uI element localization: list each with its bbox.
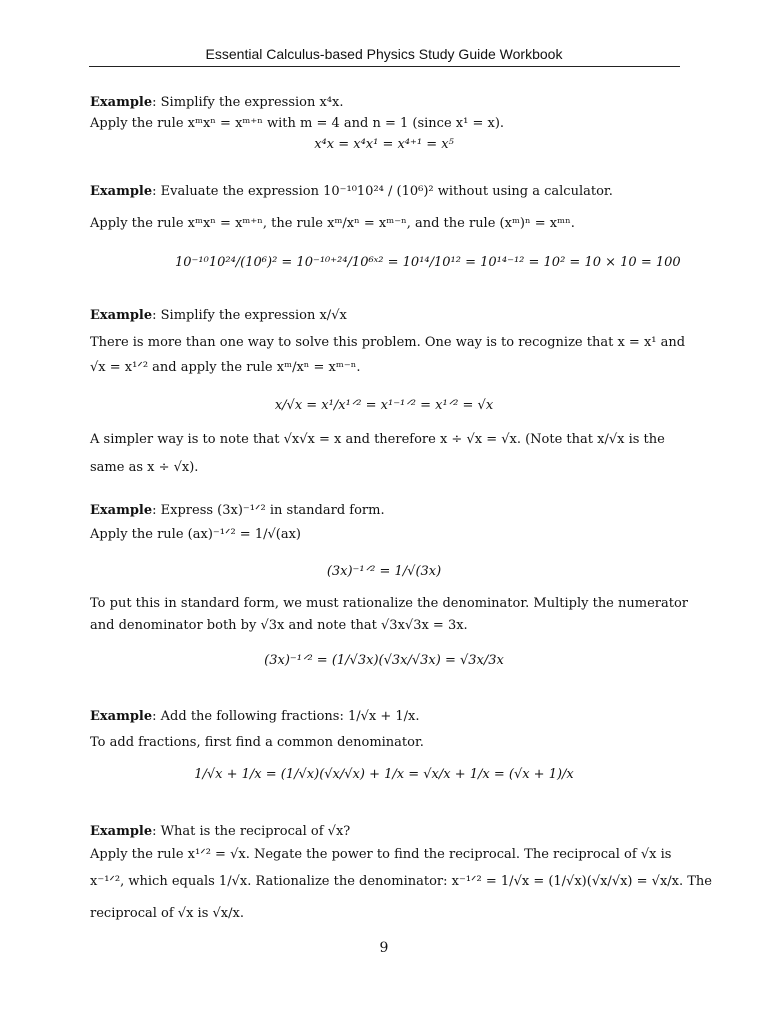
example-1-label: Example (90, 95, 153, 110)
example-1-heading (90, 95, 343, 111)
example-4-heading (90, 503, 385, 519)
example-6-heading (90, 824, 350, 840)
example-3-line-4: A simpler way is to note that √x√x = x and therefore x ÷ √x = √x. (Note that x/√x is the (90, 432, 665, 447)
example-5-heading (90, 709, 420, 725)
example-2-label: Example (90, 184, 153, 199)
example-3-line-5: same as x ÷ √x). (90, 460, 199, 475)
header-rule (89, 66, 680, 67)
example-3-equation: x/√x = x¹/x¹ᐟ² = x¹⁻¹ᐟ² = x¹ᐟ² = √x (274, 398, 494, 413)
example-6-line-3: reciprocal of √x is √x/x. (90, 906, 244, 921)
example-4-equation-1: (3x)⁻¹ᐟ² = 1/√(3x) (326, 564, 442, 579)
example-3-label: Example (90, 308, 153, 323)
example-2-equation: 10⁻¹⁰10²⁴/(10⁶)² = 10⁻¹⁰⁺²⁴/10⁶ˣ² = 10¹⁴/10¹² = 10¹⁴⁻¹² = 10² = 10 × 10 = 100 (175, 255, 681, 270)
example-4-equation-2: (3x)⁻¹ᐟ² = (1/√3x)(√3x/√3x) = √3x/3x (264, 653, 504, 668)
example-5-equation: 1/√x + 1/x = (1/√x)(√x/√x) + 1/x = √x/x + 1/x = (√x + 1)/x (194, 767, 574, 782)
example-3-line-2: √x = x¹ᐟ² and apply the rule xᵐ/xⁿ = xᵐ⁻ⁿ. (90, 360, 361, 375)
example-3-line-1: There is more than one way to solve this problem. One way is to recognize that x = x¹ and (90, 335, 686, 350)
example-5-prompt: : Add the following fractions: 1/√x + 1/x. (152, 709, 420, 724)
example-3-heading (90, 308, 347, 324)
example-4-line-3: To put this in standard form, we must rationalize the denominator. Multiply the numerator (90, 596, 689, 611)
example-2-prompt: : Evaluate the expression 10⁻¹⁰10²⁴ / (10⁶)² without using a calculator. (152, 184, 613, 199)
page-header: Essential Calculus-based Physics Study Guide Workbook (205, 46, 563, 62)
example-1-prompt: : Simplify the expression x⁴x. (152, 95, 344, 110)
example-6-line-2: x⁻¹ᐟ², which equals 1/√x. Rationalize the denominator: x⁻¹ᐟ² = 1/√x = (1/√x)(√x/√x) = √x/x. The (90, 874, 712, 889)
example-4-prompt: : Express (3x)⁻¹ᐟ² in standard form. (152, 503, 385, 518)
example-1-equation: x⁴x = x⁴x¹ = x⁴⁺¹ = x⁵ (314, 137, 454, 152)
example-2-heading (90, 184, 613, 200)
example-3-prompt: : Simplify the expression x/√x (152, 308, 347, 323)
example-1-line-1: Apply the rule xᵐxⁿ = xᵐ⁺ⁿ with m = 4 and n = 1 (since x¹ = x). (90, 116, 505, 131)
page-number: 9 (379, 940, 389, 956)
example-6-line-1: Apply the rule x¹ᐟ² = √x. Negate the power to find the reciprocal. The reciprocal of √x is (90, 847, 672, 862)
example-4-line-4: and denominator both by √3x and note that √3x√3x = 3x. (90, 618, 468, 633)
example-4-label: Example (90, 503, 153, 518)
example-2-line-1: Apply the rule xᵐxⁿ = xᵐ⁺ⁿ, the rule xᵐ/xⁿ = xᵐ⁻ⁿ, and the rule (xᵐ)ⁿ = xᵐⁿ. (90, 216, 575, 231)
example-4-line-1: Apply the rule (ax)⁻¹ᐟ² = 1/√(ax) (90, 527, 301, 542)
example-5-label: Example (90, 709, 153, 724)
example-6-label: Example (90, 824, 153, 839)
example-5-line-1: To add fractions, first find a common denominator. (90, 735, 424, 750)
example-6-prompt: : What is the reciprocal of √x? (152, 824, 351, 839)
